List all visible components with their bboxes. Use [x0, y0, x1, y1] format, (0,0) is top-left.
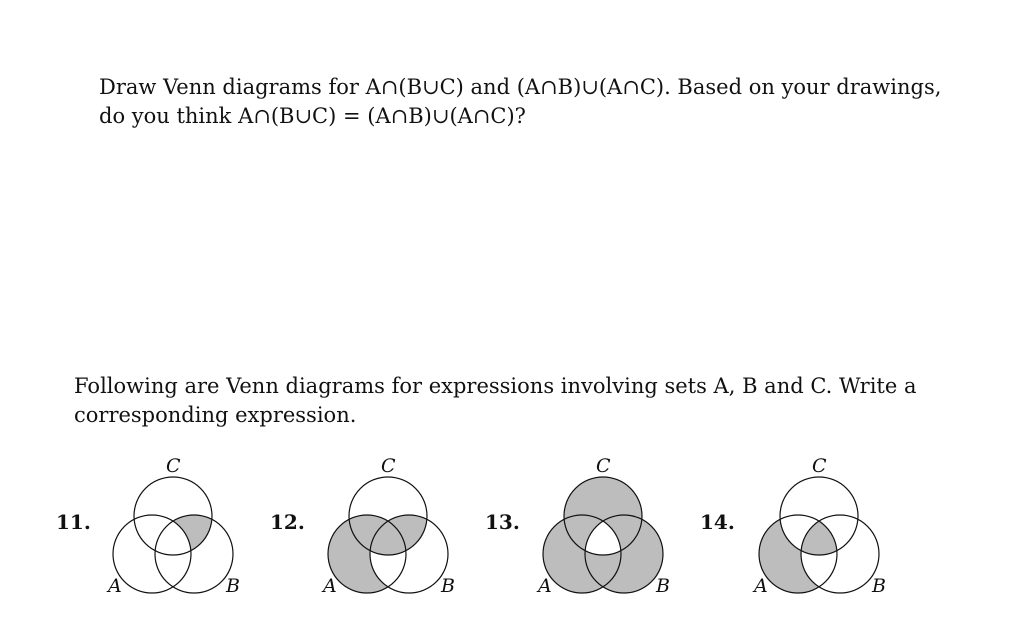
venn-diagram-13	[522, 452, 692, 602]
problem-set-instructions	[74, 372, 916, 430]
venn-diagram-12	[307, 452, 477, 602]
label-a: A	[108, 575, 122, 597]
problem-number-12: 12.	[270, 510, 305, 534]
label-a: A	[538, 575, 552, 597]
label-b: B	[656, 575, 670, 597]
venn-diagram-14	[738, 452, 908, 602]
label-c: C	[596, 455, 611, 477]
label-b: B	[872, 575, 886, 597]
problem-set-line-1: Following are Venn diagrams for expressions involving sets A, B and C. Write a	[74, 374, 917, 398]
problem-number-11: 11.	[56, 510, 91, 534]
label-b: B	[441, 575, 455, 597]
venn-diagram-11	[92, 452, 262, 602]
problem-number-13: 13.	[485, 510, 520, 534]
problem-number-14: 14.	[700, 510, 735, 534]
label-b: B	[226, 575, 240, 597]
problem-intro-line-1: Draw Venn diagrams for A∩(B∪C) and (A∩B)∪(A∩C). Based on your drawings,	[99, 75, 942, 99]
label-c: C	[166, 455, 181, 477]
label-a: A	[754, 575, 768, 597]
label-c: C	[812, 455, 827, 477]
problem-set-line-2: corresponding expression.	[74, 403, 357, 427]
problem-intro	[99, 73, 941, 131]
label-a: A	[323, 575, 337, 597]
label-c: C	[381, 455, 396, 477]
problem-intro-line-2: do you think A∩(B∪C) = (A∩B)∪(A∩C)?	[99, 104, 526, 128]
